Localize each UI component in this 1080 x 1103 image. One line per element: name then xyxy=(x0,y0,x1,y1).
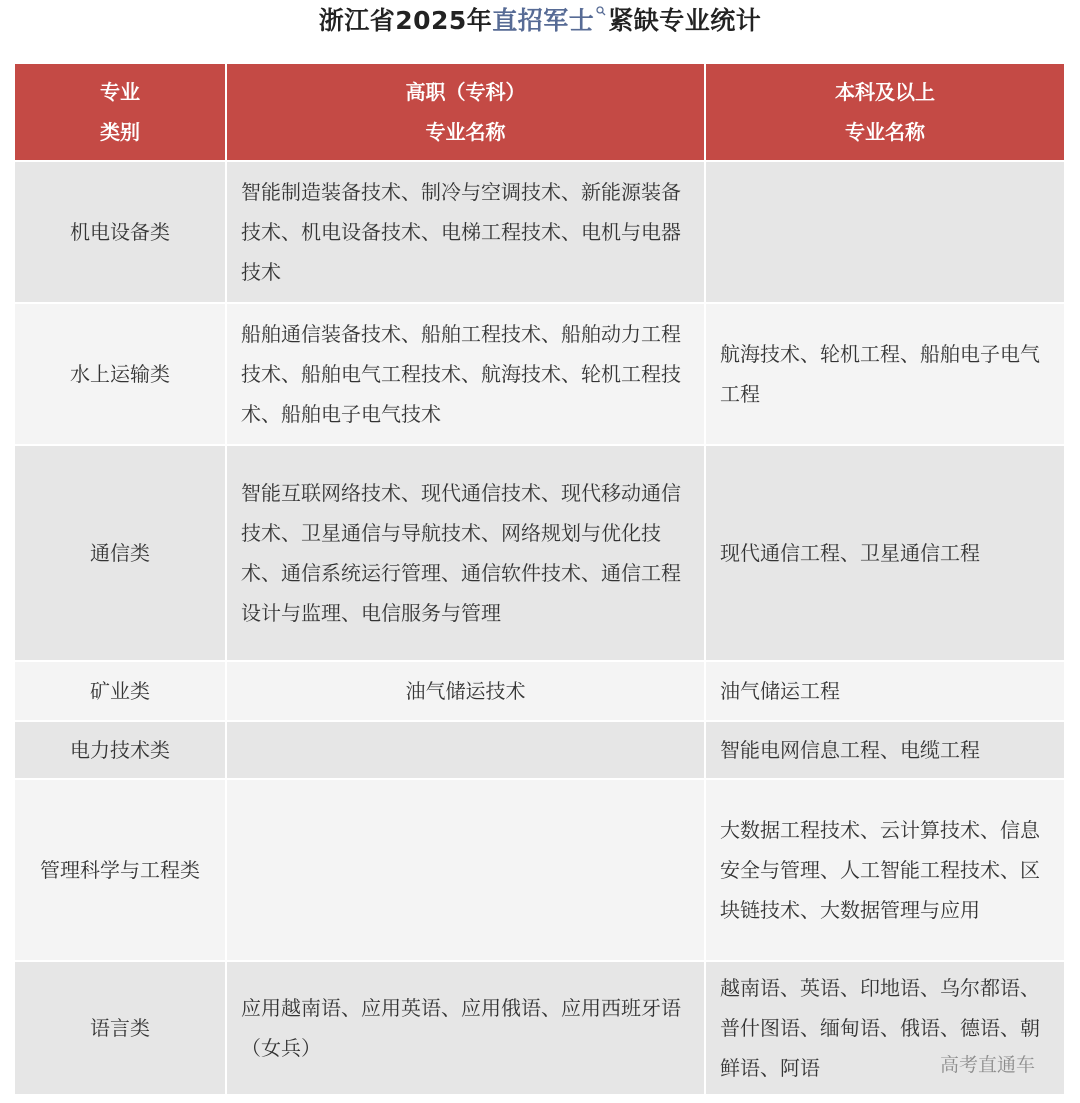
category-cell: 水上运输类 xyxy=(14,303,226,445)
undergraduate-cell: 越南语、英语、印地语、乌尔都语、普什图语、缅甸语、俄语、德语、朝鲜语、阿语 xyxy=(705,961,1065,1095)
table-row xyxy=(14,721,1065,779)
header-undergraduate: 本科及以上 专业名称 xyxy=(705,63,1065,161)
category-cell: 语言类 xyxy=(14,961,226,1095)
title-prefix: 浙江省2025年 xyxy=(318,6,493,35)
category-cell: 管理科学与工程类 xyxy=(14,779,226,961)
undergraduate-cell: 现代通信工程、卫星通信工程 xyxy=(705,445,1065,661)
undergraduate-cell xyxy=(705,161,1065,303)
shortage-majors-table xyxy=(13,62,1066,1096)
table-header-row xyxy=(14,63,1065,161)
header-category: 专业 类别 xyxy=(14,63,226,161)
title-highlight-link[interactable]: 直招军士 xyxy=(492,6,595,35)
table-row xyxy=(14,161,1065,303)
category-cell: 矿业类 xyxy=(14,661,226,721)
table-row xyxy=(14,303,1065,445)
table-row xyxy=(14,445,1065,661)
search-icon[interactable] xyxy=(596,6,606,16)
table-row xyxy=(14,961,1065,1095)
vocational-cell: 油气储运技术 xyxy=(226,661,705,721)
category-cell: 通信类 xyxy=(14,445,226,661)
category-cell: 电力技术类 xyxy=(14,721,226,779)
vocational-cell: 智能制造装备技术、制冷与空调技术、新能源装备技术、机电设备技术、电梯工程技术、电机与电器技术 xyxy=(226,161,705,303)
title-suffix: 紧缺专业统计 xyxy=(608,6,762,35)
undergraduate-cell: 智能电网信息工程、电缆工程 xyxy=(705,721,1065,779)
vocational-cell: 船舶通信装备技术、船舶工程技术、船舶动力工程技术、船舶电气工程技术、航海技术、轮机工程技术、船舶电子电气技术 xyxy=(226,303,705,445)
undergraduate-cell: 航海技术、轮机工程、船舶电子电气工程 xyxy=(705,303,1065,445)
vocational-cell xyxy=(226,721,705,779)
watermark: 高考直通车 xyxy=(940,1054,1036,1076)
table-row xyxy=(14,661,1065,721)
vocational-cell xyxy=(226,779,705,961)
header-vocational: 高职（专科） 专业名称 xyxy=(226,63,705,161)
table-row xyxy=(14,779,1065,961)
undergraduate-cell: 油气储运工程 xyxy=(705,661,1065,721)
vocational-cell: 应用越南语、应用英语、应用俄语、应用西班牙语（女兵） xyxy=(226,961,705,1095)
page-title xyxy=(0,4,1080,38)
category-cell: 机电设备类 xyxy=(14,161,226,303)
vocational-cell: 智能互联网络技术、现代通信技术、现代移动通信技术、卫星通信与导航技术、网络规划与优化技术、通信系统运行管理、通信软件技术、通信工程设计与监理、电信服务与管理 xyxy=(226,445,705,661)
undergraduate-cell: 大数据工程技术、云计算技术、信息安全与管理、人工智能工程技术、区块链技术、大数据管理与应用 xyxy=(705,779,1065,961)
